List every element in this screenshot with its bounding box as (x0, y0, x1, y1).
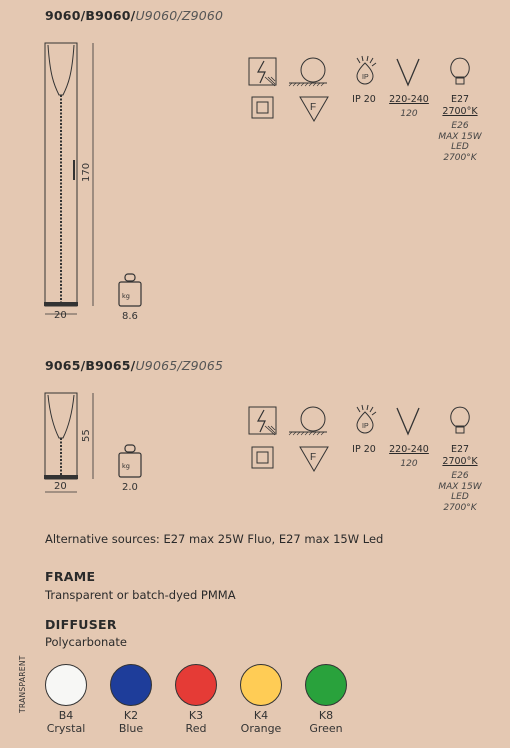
bulb-icon (448, 57, 472, 87)
color-code: K8 (318, 709, 334, 722)
voltage-icon (394, 406, 424, 436)
frame-heading: FRAME (45, 569, 96, 584)
width-dimension-1: 20 (54, 310, 67, 321)
voltage-eu-1: 220-240 (389, 94, 429, 105)
ip-label-2: IP 20 (352, 444, 376, 455)
height-dimension-1: 170 (81, 162, 92, 182)
weight-icon (117, 443, 143, 479)
diffuser-text: Polycarbonate (45, 635, 127, 649)
height-dimension-2: 55 (81, 429, 92, 442)
weight-value-1: 8.6 (122, 311, 138, 322)
diffuser-heading: DIFFUSER (45, 617, 117, 632)
f-mark-icon (299, 95, 329, 123)
weight-icon (117, 272, 143, 308)
class-ii-icon (248, 406, 278, 436)
transparent-label: TRANSPARENT (18, 655, 27, 713)
model-code-1: 9060/B9060/U9060/Z9060 (45, 8, 224, 23)
lamp-drawing-icon (40, 390, 110, 496)
weight-value-2: 2.0 (122, 482, 138, 493)
frame-text: Transparent or batch-dyed PMMA (45, 588, 236, 602)
color-name: Crystal (46, 722, 86, 735)
ip-label-1: IP 20 (352, 94, 376, 105)
width-dimension-2: 20 (54, 481, 67, 492)
color-swatch-red (175, 664, 217, 706)
voltage-us-1: 120 (400, 109, 418, 119)
voltage-eu-2: 220-240 (389, 444, 429, 455)
model-code-2: 9065/B9065/U9065/Z9065 (45, 358, 224, 373)
socket-2: E27 (450, 444, 470, 455)
double-insulation-icon (251, 446, 275, 470)
color-code: K2 (123, 709, 139, 722)
svg-text:F: F (310, 452, 317, 463)
f-mark-icon (299, 445, 329, 473)
color-name: Red (185, 722, 207, 735)
ip-rating-icon (351, 404, 379, 434)
temp-2: 2700°K (442, 456, 478, 467)
color-name: Blue (118, 722, 144, 735)
svg-text:IP: IP (362, 74, 369, 81)
color-code: K3 (188, 709, 204, 722)
lamp-drawing-icon (40, 40, 110, 330)
bulb-icon (448, 406, 472, 436)
weight-unit-1: kg (122, 292, 130, 300)
alternative-sources: Alternative sources: E27 max 25W Fluo, E27 max 15W Led (45, 532, 384, 546)
class-ii-icon (248, 57, 278, 87)
voltage-us-2: 120 (400, 459, 418, 469)
color-swatch-crystal (45, 664, 87, 706)
color-swatch-orange (240, 664, 282, 706)
color-code: K4 (253, 709, 269, 722)
voltage-icon (394, 57, 424, 87)
us-spec-1: E26 MAX 15W LED 2700°K (438, 121, 482, 163)
socket-1: E27 (450, 94, 470, 105)
temp-1: 2700°K (442, 106, 478, 117)
ceiling-mount-icon (287, 57, 329, 87)
color-code: B4 (58, 709, 74, 722)
svg-text:IP: IP (362, 423, 369, 430)
ip-rating-icon (351, 55, 379, 85)
weight-unit-2: kg (122, 462, 130, 470)
double-insulation-icon (251, 96, 275, 120)
color-swatch-green (305, 664, 347, 706)
us-spec-2: E26 MAX 15W LED 2700°K (438, 471, 482, 513)
color-name: Orange (240, 722, 282, 735)
color-name: Green (309, 722, 343, 735)
svg-text:F: F (310, 102, 317, 113)
color-swatch-blue (110, 664, 152, 706)
ceiling-mount-icon (287, 406, 329, 436)
